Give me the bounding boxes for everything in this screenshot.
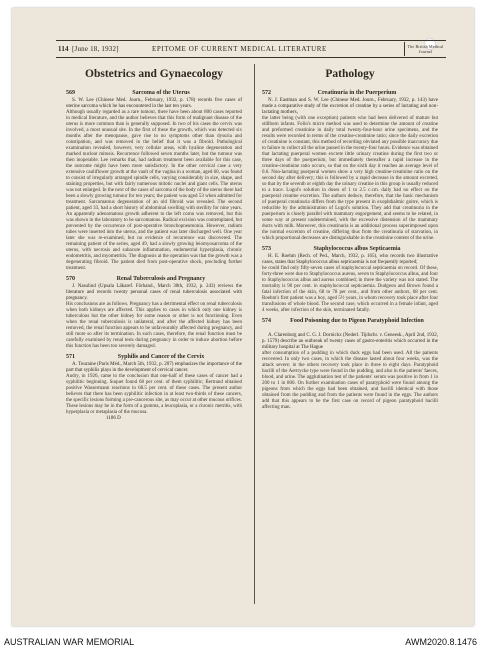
archive-credit: AUSTRALIAN WAR MEMORIAL bbox=[4, 637, 135, 647]
section-title-obstetrics: Obstetrics and Gynaecology bbox=[85, 68, 223, 80]
article-title: Syphilis and Cancer of the Cervix bbox=[117, 354, 205, 360]
article-byline: H. E. Roehm (Rech. of Ped., March, 1932, p. 165), who records two illustrative cases, states that Staphylococcus albus septicaemia is not frequently reported; bbox=[262, 254, 438, 265]
article-byline: A. Touraine (Paris Méd., March 5th, 1932, p. 207) emphasizes the importance of the part that syphilis plays in the development of cervical cancer. bbox=[66, 362, 242, 373]
article-body: His conclusions are as follows. Pregnancy has a detrimental effect on renal tuberculosis when both kidneys are affected. This applies to cases in which only one kidney is tuberculous but the other kidney for some reason or other is not functioning. Even when the renal tuberculosis is unilateral, and after the affected kidney has been removed, the renal function appears to be unfavourably affected during pregnancy, and still more so after its termination. In such cases, therefore, the renal function must be carefully examined by renal tests during pregnancy in order to induce abortion before this function has been too severely damaged. bbox=[66, 302, 242, 349]
article-571 bbox=[66, 354, 242, 422]
article-byline: A. Clarenburg and C. G. J. Dornickx (Nederl. Tijdschr. v. Geneesk., April 2nd, 1932, p. 1579) describe an outbreak of twenty cases of gastro-enteritis which occurred in the military hospital at The Hague bbox=[262, 333, 438, 350]
archive-footer bbox=[0, 633, 483, 653]
article-header bbox=[66, 276, 242, 284]
article-number: 572 bbox=[262, 90, 271, 96]
running-header bbox=[56, 40, 446, 58]
article-body: he could find only fifty-seven cases of staphylococcal septicaemia on record. Of these, forty-three were due to Staphylococcus aureus, seven to Staphylococcus albus, and four to Staphylococcus albus and aureus combined; in three the variety was not stated. The mortality is 90 per cent. in staphylococcal septicaemia. Dudgeon and Brown found a fatal infection of the skin, 68 to 78 per cent., and from other authors, 68 per cent. Roehm's first patient was a boy, aged 5½ years, in whom recovery took place after four transfusions of whole blood. The second case, which occurred in a female infant, aged 4 weeks, after infection of the skin, terminated fatally. bbox=[262, 266, 438, 313]
article-header bbox=[66, 90, 242, 98]
document-page bbox=[12, 8, 474, 626]
printer-signature: 1186 D bbox=[106, 416, 121, 421]
article-title: Food Poisoning due to Pigeon Paratyphoid Infection bbox=[290, 318, 424, 324]
article-number: 570 bbox=[66, 276, 75, 282]
article-number: 574 bbox=[262, 318, 271, 324]
article-body: Audry, in 1926, came to the conclusion that one-half of these cases of cancer had a syphilitic beginning. Suquet found 68 per cent. of them syphilitic; Bertrand obtained positive Wassermann reactions in 68.5 per cent. of these cases. The present author believes that there has been syphilitic infection in at least two-thirds of these cancers, the specific lesions forming a pre-cancerous site, as may occur at other mucous orifices. These lesions may be in the form of a gumma, a leucoplasia, or a chronic metritis, with hyperplasia or metaplasia of the mucosa. bbox=[66, 374, 242, 415]
article-body: Although usually regarded as a rare tumour, there have been about 800 cases reported in medical literature, and the author believes that this form of malignant disease of the uterus is more common than is generally supposed. In two of his cases the cervix was involved, a most unusual site. In the first of these the growth, which was detected six months after the menopause, gave rise to no symptoms other than dysuria and constipation, and was removed in the belief that it was a fibroid. Pathological examination revealed, however, very cellular areas, with hyaline degeneration and marked nuclear mitosis. Recurrence followed seven months later, but the tumour was then inoperable. Lee remarks that, had radium treatment been available for this case, the outcome might have been more satisfactory. In the other cervical case a very extensive cauliflower growth at the vault of the vagina in a woman, aged 60, was found to consist of irregularly arranged spindle cells, varying considerably in size, shape, and staining properties, but with fairly numerous mitotic nuclei and giant cells. The uterus was not enlarged. In the next of the cases of sarcoma of the body of the uterus there had been a slowly growing tumour for ten years; the patient was aged 53 when admitted for treatment. Sarcomatous degeneration of an old fibroid was revealed. The second patient, aged 33, had a short history of abdominal swelling with sterility for nine years. An apparently adenomatous growth adherent to the left cornu was removed, but this was shown in the laboratory to be sarcomatous. Radical excision was contemplated, but prevented by the occurrence of post-operative bronchopneumonia. However, radium tubes were inserted into the uterus, and the patient was later discharged well. One year later she was re-examined, but no evidence of recurrence was discovered. The remaining patient of the series, aged 49, had a slowly growing leiomyosarcoma of the uterus, with necrosis and subacute inflammation, endometrial hyperplasia, chronic endometritis, and myometritis. The diagnosis at the operation was that the growth was a degenerating fibroid. The patient died from post-operative shock, precluding further treatment. bbox=[66, 110, 242, 271]
archive-reference: AWM2020.8.1476 bbox=[405, 637, 477, 647]
article-byline: S. W. Lee (Chinese Med. Journ., February, 1932, p. 178) records five cases of uterine sarcoma which he has encountered in the last ten years. bbox=[66, 98, 242, 109]
article-title: Renal Tuberculosis and Pregnancy bbox=[116, 276, 206, 282]
article-570 bbox=[66, 276, 242, 350]
article-body: the latter being (with one exception) patients who had been delivered of mature but stillborn infants. Folin's micro method was used to determine the amount of creatine and preformed creatinine in daily total twenty-four-hour urine specimens, and the results were recorded in terms of the creatine-creatinine ratio; since the daily excretion of creatinine is constant, this method of recording obviated any possible inaccuracy due to failure to collect all the urine passed in the twenty-four hours. Evidence was obtained that lactating puerperal women excrete little urinary creatine during the first two or three days of the puerperium, but immediately thereafter a rapid increase in the creatine-creatinine ratio occurs, so that on the sixth day it reaches an average level of 0.6. Non-lactating puerperal women show a very high creatine-creatinine ratio on the second day after delivery; this is followed by a rapid decrease in the amount excreted, so that by the seventh or eighth day the urinary creatine in this group is usually reduced to a trace. Lugol's solution in doses of 1 to 2.5 c.cm. daily had no effect on the puerperal creatine excretion. The authors deduce, therefore, that the basic mechanism of puerperal creatinuria differs from the type present in exophthalmic goitre, which is reducible by the administration of Lugol's solution. They add that creatinuria in the puerperium is closely parallel with mammary engorgement, and seems to be related, in some way at present undetermined, with the excessive distension of the mammary ducts with milk. Moreover, this creatinuria is an additional process superimposed upon the normal excretion of creatine, differing thus from the creatinuria of starvation, in which proportional decreases are distinguishable in the creatinine content of the urine. bbox=[262, 116, 438, 241]
left-column bbox=[66, 64, 242, 426]
article-byline: N. J. Eastman and S. W. Lee (Chinese Med. Journ., February, 1932, p. 143) have made a comparative study of the excretion of creatine by a series of lactating and non-lactating mothers, bbox=[262, 98, 438, 115]
article-573 bbox=[262, 246, 438, 314]
article-title: Creatinuria in the Puerperium bbox=[317, 90, 397, 96]
article-byline: J. Nasulind (Upsala Läkaref. Förhand., March 30th, 1932, p. 243) reviews the literature and records twenty personal cases of renal tuberculosis associated with pregnancy. bbox=[66, 284, 242, 301]
article-number: 571 bbox=[66, 354, 75, 360]
page-number: 114 bbox=[58, 45, 69, 53]
article-header bbox=[66, 354, 242, 362]
article-header bbox=[262, 90, 438, 98]
article-number: 569 bbox=[66, 90, 75, 96]
article-body: after consumption of a pudding in which duck eggs had been used. All the patients recovered. In only two cases, in which the disease lasted about four weeks, was the attack severe; in the others recovery took place in three to eight days. Paratyphoid bacilli of the Aertrycke type were found in the pudding, and also in the patients' faeces, blood, and urine. The agglutination test of the patients' serum was positive in from 1 in 200 to 1 in 800. On further examination cases of paratyphoid were found among the pigeons from which the eggs had been obtained, and bacilli identical with those obtained from the pudding and from the patients were found in the eggs. The authors add that this appears to be the first case on record of pigeon paratyphoid bacilli affecting man. bbox=[262, 351, 438, 410]
article-number: 573 bbox=[262, 246, 271, 252]
right-column bbox=[262, 64, 438, 415]
article-header bbox=[262, 246, 438, 254]
issue-date: [June 18, 1932] bbox=[72, 45, 119, 53]
article-header bbox=[262, 318, 438, 333]
section-title-pathology: Pathology bbox=[325, 68, 375, 80]
column-divider bbox=[254, 64, 255, 604]
article-569 bbox=[66, 90, 242, 272]
article-574 bbox=[262, 318, 438, 411]
article-572 bbox=[262, 90, 438, 242]
article-title: Sarcoma of the Uterus bbox=[132, 90, 190, 96]
journal-title: EPITOME OF CURRENT MEDICAL LITERATURE bbox=[152, 45, 327, 53]
article-title: Staphylococcus albus Septicaemia bbox=[313, 246, 401, 252]
journal-box: The British Medical Journal bbox=[404, 42, 446, 56]
